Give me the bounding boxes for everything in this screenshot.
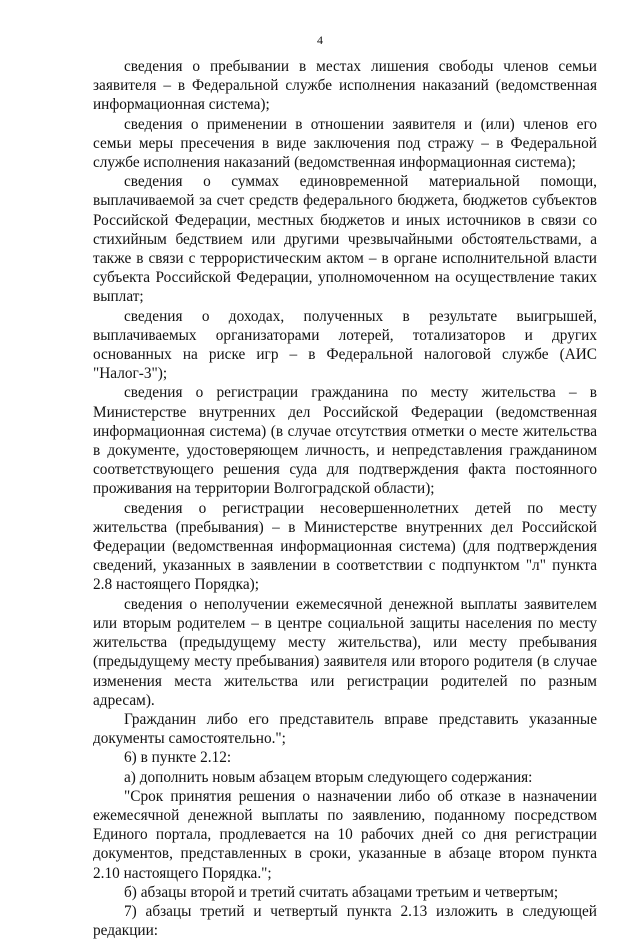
paragraph-5: сведения о регистрации гражданина по месту жительства – в Министерстве внутренних дел Российской Федерации (ведомственная информационная система) (в случае отсутствия отметки о месте жительства в документе, удостоверяющем личность, и непредставления гражданином соответствующего решения суда для подтверждения факта постоянного проживания на территории Волгоградской области);: [93, 384, 597, 498]
paragraph-10: а) дополнить новым абзацем вторым следующего содержания:: [124, 768, 533, 786]
document-body: [93, 57, 597, 940]
paragraph-6: сведения о регистрации несовершеннолетних детей по месту жительства (пребывания) – в Министерстве внутренних дел Российской Федерации (ведомственная информационная система) (для подтверждения сведений, указанных в заявлении в соответствии с подпунктом "л" пункта 2.8 настоящего Порядка);: [93, 499, 597, 594]
page-number: 4: [317, 33, 323, 47]
paragraph-8: Гражданин либо его представитель вправе представить указанные документы самостоятельно.";: [93, 710, 597, 748]
paragraph-4: сведения о доходах, полученных в результате выигрышей, выплачиваемых организаторами лотерей, тотализаторов и других основанных на риске игр – в Федеральной налоговой службе (АИС "Налог-3");: [93, 307, 597, 383]
paragraph-2: сведения о применении в отношении заявителя и (или) членов его семьи меры пресечения в виде заключения под стражу – в Федеральной службе исполнения наказаний (ведомственная информационная система);: [93, 115, 597, 172]
paragraph-11: "Срок принятия решения о назначении либо об отказе в назначении ежемесячной денежной выплаты по заявлению, поданному посредством Единого портала, продлевается на 10 рабочих дней со дня регистрации документов, представленных в сроки, указанные в абзаце втором пункта 2.10 настоящего Порядка.";: [93, 787, 597, 882]
paragraph-3: сведения о суммах единовременной материальной помощи, выплачиваемой за счет средств федерального бюджета, бюджетов субъектов Российской Федерации, местных бюджетов и иных источников в связи со стихийным бедствием или другими чрезвычайными обстоятельствами, а также в связи с террористическим актом – в органе исполнительной власти субъекта Российской Федерации, уполномоченном на осуществление таких выплат;: [93, 173, 597, 306]
paragraph-13: 7) абзацы третий и четвертый пункта 2.13 изложить в следующей редакции:: [93, 902, 597, 940]
paragraph-12: б) абзацы второй и третий считать абзацами третьим и четвертым;: [124, 883, 559, 901]
paragraph-1: сведения о пребывании в местах лишения свободы членов семьи заявителя – в Федеральной службе исполнения наказаний (ведомственная информационная система);: [93, 58, 597, 114]
paragraph-7: сведения о неполучении ежемесячной денежной выплаты заявителем или вторым родителем – в центре социальной защиты населения по месту жительства (предыдущему месту жительства), или месту пребывания (предыдущему месту пребывания) заявителя или второго родителя (в случае изменения места жительства или регистрации родителей по разным адресам).: [93, 595, 597, 709]
paragraph-9: 6) в пункте 2.12:: [124, 749, 232, 767]
